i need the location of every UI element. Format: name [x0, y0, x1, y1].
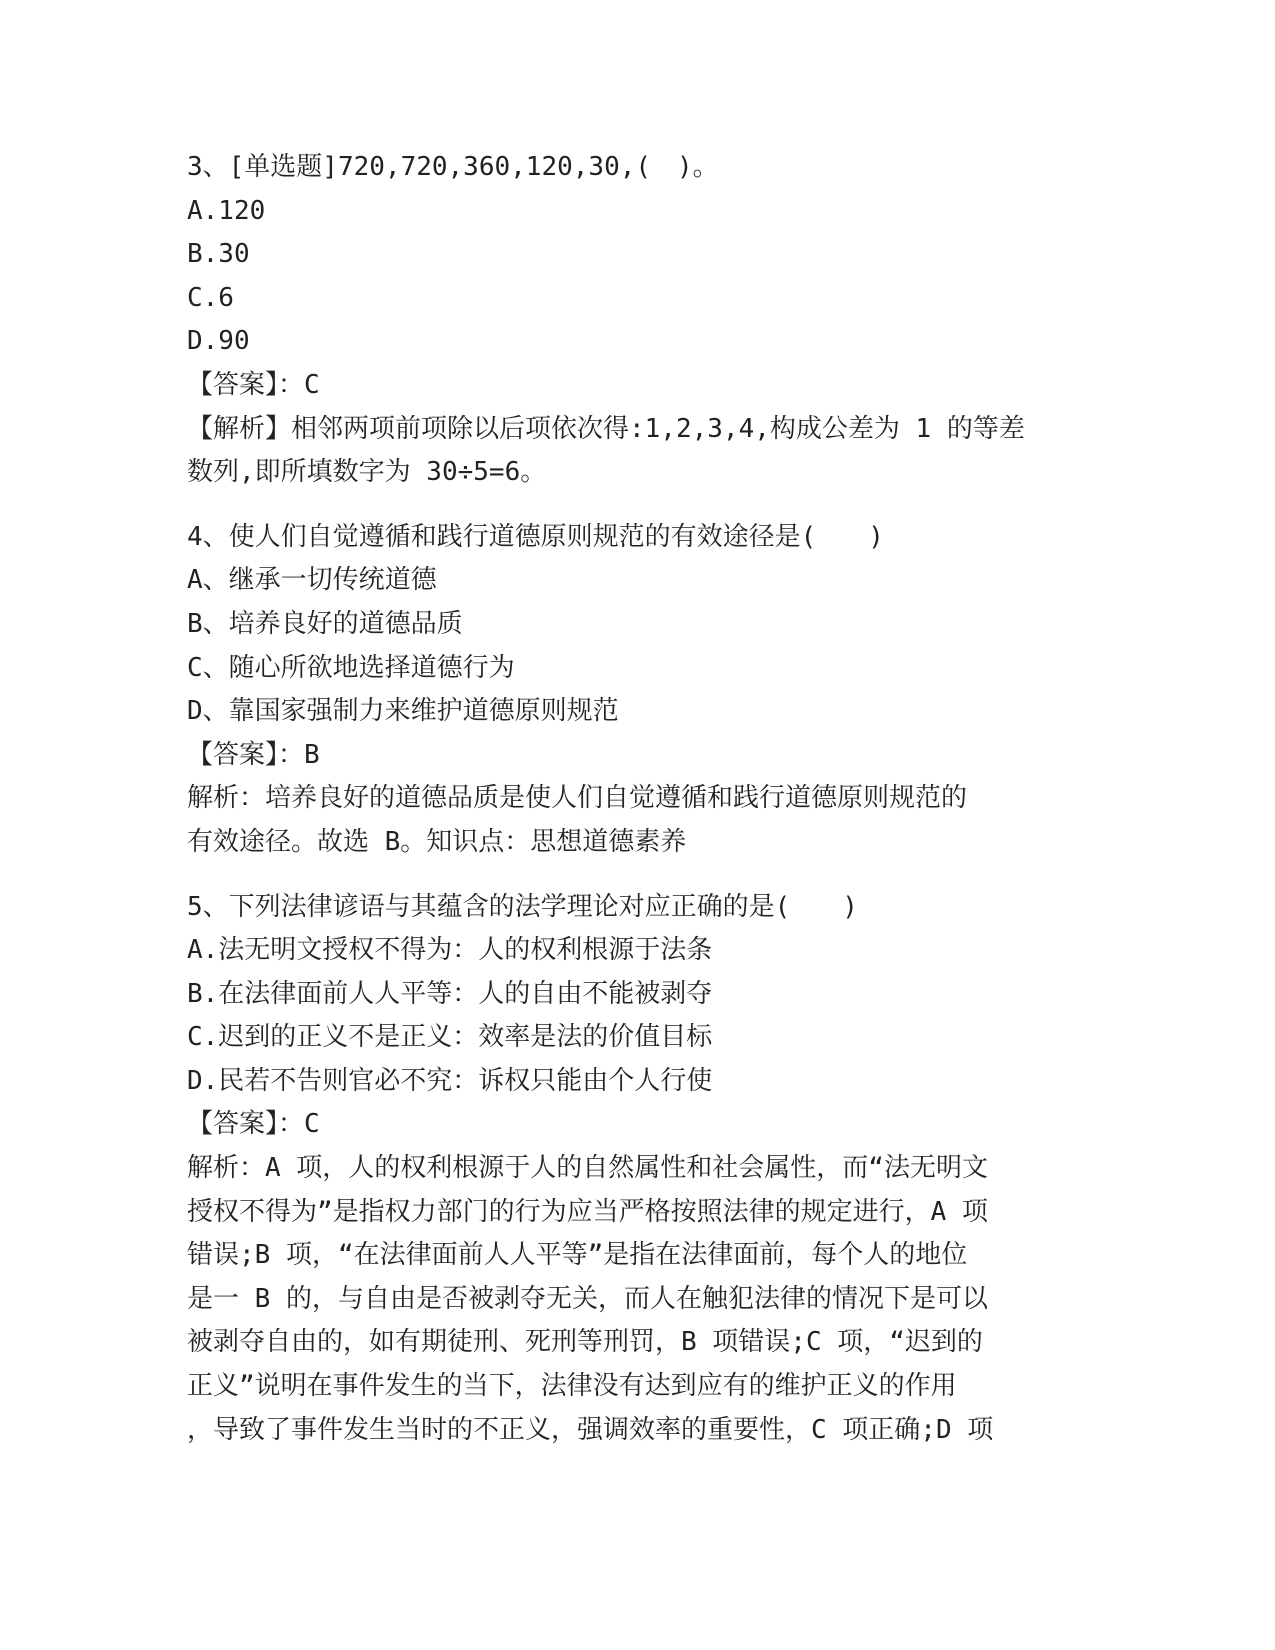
- question-3: [187, 146, 1087, 495]
- option-c: C.6: [187, 282, 234, 313]
- question-stem: 4、使人们自觉遵循和践行道德原则规范的有效途径是( ): [187, 521, 884, 552]
- option-b: B.在法律面前人人平等：人的自由不能被剥夺: [187, 978, 713, 1009]
- question-5: [187, 886, 1087, 1453]
- option-a: A.120: [187, 195, 266, 226]
- spacer: [187, 495, 1087, 516]
- answer-line: 【答案】：B: [187, 739, 320, 770]
- answer-line: 【答案】：C: [187, 1109, 320, 1140]
- question-4: [187, 516, 1087, 865]
- analysis-line: 解析：培养良好的道德品质是使人们自觉遵循和践行道德原则规范的: [187, 783, 968, 814]
- analysis-line: 错误;B 项，“在法律面前人人平等”是指在法律面前，每个人的地位: [187, 1240, 968, 1271]
- option-a: A、继承一切传统道德: [187, 565, 437, 596]
- spacer: [187, 865, 1087, 886]
- analysis-line: 【解析】相邻两项前项除以后项依次得:1,2,3,4,构成公差为 1 的等差: [187, 413, 1025, 444]
- option-d: D.民若不告则官必不究：诉权只能由个人行使: [187, 1065, 713, 1096]
- question-stem: 5、下列法律谚语与其蕴含的法学理论对应正确的是( ): [187, 891, 858, 922]
- option-b: B.30: [187, 239, 250, 270]
- analysis-line: ，导致了事件发生当时的不正义，强调效率的重要性，C 项正确;D 项: [187, 1414, 994, 1445]
- option-c: C.迟到的正义不是正义：效率是法的价值目标: [187, 1022, 713, 1053]
- analysis-line: 解析：A 项，人的权利根源于人的自然属性和社会属性，而“法无明文: [187, 1153, 988, 1184]
- document-content: [187, 146, 1087, 1452]
- question-stem: 3、[单选题]720,720,360,120,30,( )。: [187, 152, 719, 182]
- analysis-line: 被剥夺自由的，如有期徒刑、死刑等刑罚，B 项错误;C 项，“迟到的: [187, 1327, 983, 1358]
- option-a: A.法无明文授权不得为：人的权利根源于法条: [187, 935, 713, 966]
- analysis-line: 授权不得为”是指权力部门的行为应当严格按照法律的规定进行，A 项: [187, 1196, 988, 1227]
- option-b: B、培养良好的道德品质: [187, 608, 463, 639]
- option-c: C、随心所欲地选择道德行为: [187, 652, 515, 683]
- option-d: D.90: [187, 326, 250, 357]
- analysis-line: 是一 B 的，与自由是否被剥夺无关，而人在触犯法律的情况下是可以: [187, 1283, 988, 1314]
- analysis-line: 正义”说明在事件发生的当下，法律没有达到应有的维护正义的作用: [187, 1371, 957, 1402]
- answer-line: 【答案】：C: [187, 369, 320, 400]
- option-d: D、靠国家强制力来维护道德原则规范: [187, 696, 619, 727]
- analysis-line: 有效途径。故选 B。知识点：思想道德素养: [187, 826, 687, 857]
- analysis-line: 数列,即所填数字为 30÷5=6。: [187, 457, 547, 488]
